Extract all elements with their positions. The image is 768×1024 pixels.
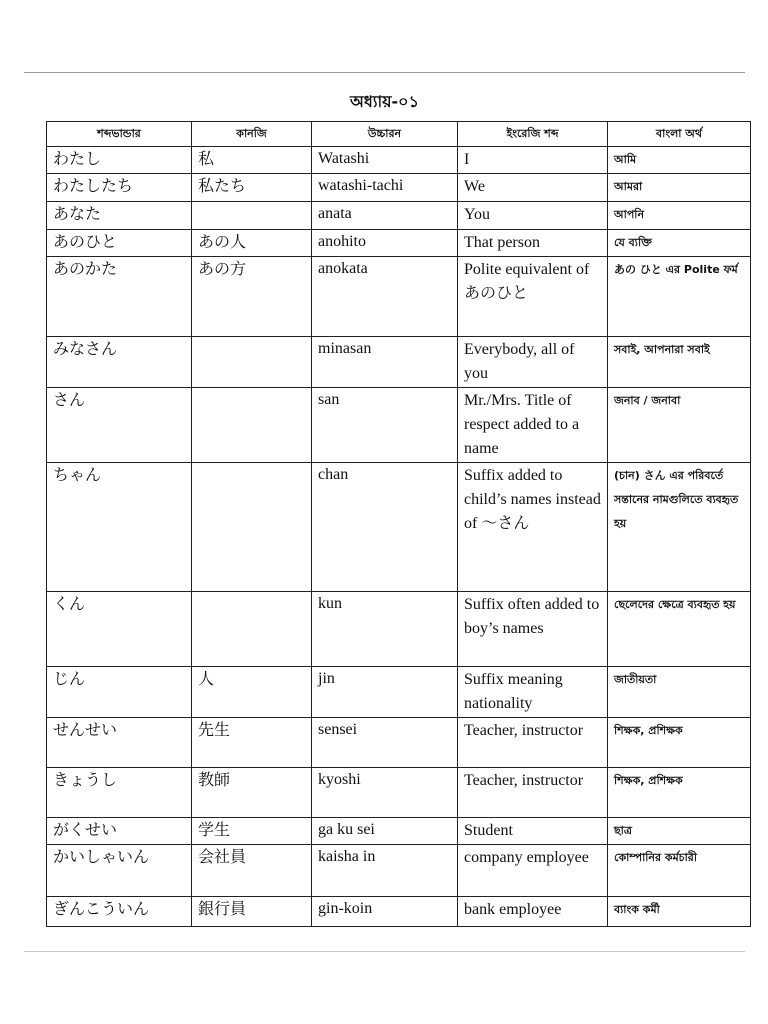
cell-kanji: 学生 [192, 818, 312, 845]
header-bangla: বাংলা অর্থ [608, 122, 751, 147]
cell-kanji [192, 388, 312, 463]
table-header-row [47, 122, 751, 147]
cell-kanji: 人 [192, 667, 312, 718]
cell-pronunciation: jin [312, 667, 458, 718]
table-row [47, 463, 751, 592]
table-row [47, 897, 751, 927]
cell-vocabulary: みなさん [47, 337, 192, 388]
header-english: ইংরেজি শব্দ [458, 122, 608, 147]
cell-pronunciation: san [312, 388, 458, 463]
table-row [47, 768, 751, 818]
cell-pronunciation: anohito [312, 230, 458, 257]
cell-english: Teacher, instructor [458, 768, 608, 818]
cell-bangla: আপনি [608, 202, 751, 230]
cell-kanji: 私 [192, 147, 312, 174]
cell-kanji: 私たち [192, 174, 312, 202]
header-kanji: কানজি [192, 122, 312, 147]
cell-english: We [458, 174, 608, 202]
cell-pronunciation: gin-koin [312, 897, 458, 927]
cell-vocabulary: かいしゃいん [47, 845, 192, 897]
cell-vocabulary: せんせい [47, 718, 192, 768]
cell-bangla: ছাত্র [608, 818, 751, 845]
table-row [47, 592, 751, 667]
cell-pronunciation: ga ku sei [312, 818, 458, 845]
cell-bangla: জনাব / জনাবা [608, 388, 751, 463]
cell-english: Suffix often added to boy’s names [458, 592, 608, 667]
cell-bangla: কোম্পানির কর্মচারী [608, 845, 751, 897]
cell-bangla: জাতীয়তা [608, 667, 751, 718]
cell-vocabulary: がくせい [47, 818, 192, 845]
cell-kanji: あの方 [192, 257, 312, 337]
cell-pronunciation: watashi-tachi [312, 174, 458, 202]
cell-bangla: যে ব্যক্তি [608, 230, 751, 257]
chapter-title: অধ্যায়-০১ [350, 92, 419, 111]
cell-vocabulary: きょうし [47, 768, 192, 818]
table-row [47, 845, 751, 897]
cell-pronunciation: kaisha in [312, 845, 458, 897]
cell-bangla: শিক্ষক, প্রশিক্ষক [608, 718, 751, 768]
cell-english: Student [458, 818, 608, 845]
cell-kanji: 先生 [192, 718, 312, 768]
header-vocabulary: শব্দভান্ডার [47, 122, 192, 147]
cell-english: You [458, 202, 608, 230]
cell-pronunciation: anata [312, 202, 458, 230]
cell-bangla: আমি [608, 147, 751, 174]
cell-kanji: 会社員 [192, 845, 312, 897]
cell-kanji: 銀行員 [192, 897, 312, 927]
cell-english: Suffix meaning nationality [458, 667, 608, 718]
cell-bangla: আমরা [608, 174, 751, 202]
cell-bangla: শিক্ষক, প্রশিক্ষক [608, 768, 751, 818]
cell-english: Teacher, instructor [458, 718, 608, 768]
table-row [47, 147, 751, 174]
cell-bangla: あの ひと এর Polite ফর্ম [608, 257, 751, 337]
cell-kanji: 教師 [192, 768, 312, 818]
cell-pronunciation: chan [312, 463, 458, 592]
cell-bangla: সবাই, আপনারা সবাই [608, 337, 751, 388]
cell-english: Mr./Mrs. Title of respect added to a name [458, 388, 608, 463]
cell-english: Suffix added to child’s names instead of ～さん [458, 463, 608, 592]
table-body [47, 147, 751, 927]
document-page [24, 72, 745, 952]
cell-kanji: あの人 [192, 230, 312, 257]
cell-pronunciation: minasan [312, 337, 458, 388]
table-row [47, 718, 751, 768]
cell-english: company employee [458, 845, 608, 897]
cell-bangla: (চান) さん এর পরিবর্তে সন্তানের নামগুলিতে ব্যবহৃত হয় [608, 463, 751, 592]
cell-vocabulary: あのかた [47, 257, 192, 337]
cell-english: bank employee [458, 897, 608, 927]
table-row [47, 230, 751, 257]
table-row [47, 818, 751, 845]
cell-vocabulary: ぎんこういん [47, 897, 192, 927]
cell-vocabulary: わたしたち [47, 174, 192, 202]
cell-bangla: ছেলেদের ক্ষেত্রে ব্যবহৃত হয় [608, 592, 751, 667]
cell-kanji [192, 592, 312, 667]
cell-vocabulary: ちゃん [47, 463, 192, 592]
vocabulary-table [46, 121, 751, 927]
table-row [47, 174, 751, 202]
cell-pronunciation: kyoshi [312, 768, 458, 818]
cell-vocabulary: あなた [47, 202, 192, 230]
cell-pronunciation: kun [312, 592, 458, 667]
cell-pronunciation: anokata [312, 257, 458, 337]
cell-vocabulary: あのひと [47, 230, 192, 257]
cell-vocabulary: さん [47, 388, 192, 463]
cell-english: That person [458, 230, 608, 257]
cell-english: Everybody, all of you [458, 337, 608, 388]
cell-vocabulary: じん [47, 667, 192, 718]
table-row [47, 667, 751, 718]
cell-english: Polite equivalent of あのひと [458, 257, 608, 337]
cell-kanji [192, 463, 312, 592]
cell-pronunciation: Watashi [312, 147, 458, 174]
cell-kanji [192, 337, 312, 388]
cell-kanji [192, 202, 312, 230]
cell-vocabulary: わたし [47, 147, 192, 174]
table-row [47, 202, 751, 230]
header-pronunciation: উচ্চারন [312, 122, 458, 147]
table-row [47, 388, 751, 463]
cell-bangla: ব্যাংক কর্মী [608, 897, 751, 927]
cell-vocabulary: くん [47, 592, 192, 667]
table-row [47, 257, 751, 337]
cell-pronunciation: sensei [312, 718, 458, 768]
cell-english: I [458, 147, 608, 174]
table-row [47, 337, 751, 388]
